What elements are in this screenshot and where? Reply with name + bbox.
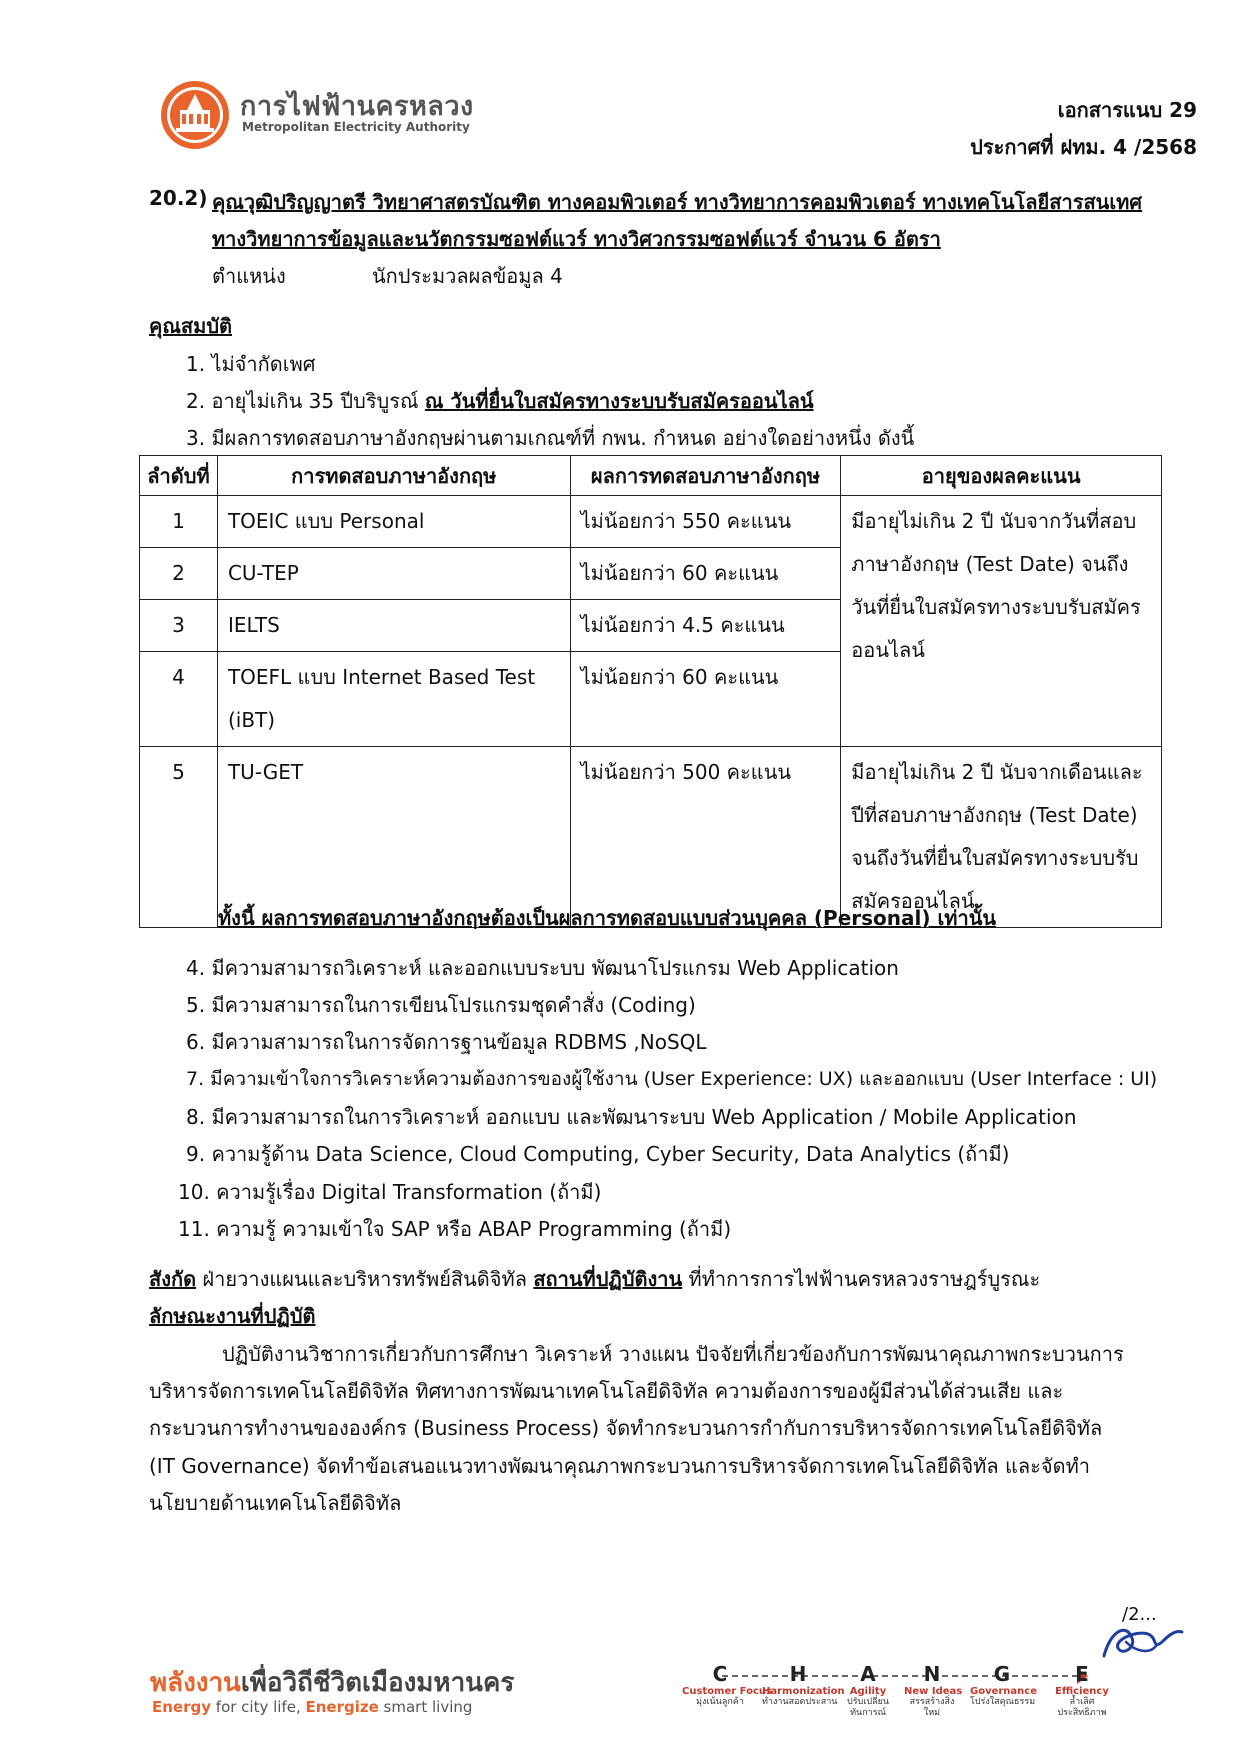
test-name: CU-TEP <box>217 548 570 600</box>
org-name-th: การไฟฟ้านครหลวง <box>240 91 474 122</box>
change-label-th: สรรสร้างสิ่งใหม่ <box>909 1697 955 1718</box>
change-label-th: ปรับเปลี่ยนทันการณ์ <box>847 1697 889 1718</box>
change-label-en: New Ideas <box>904 1686 963 1697</box>
signature-image <box>1096 1612 1186 1668</box>
work-location-value: ที่ทำการการไฟฟ้านครหลวงราษฎร์บูรณะ <box>682 1267 1041 1291</box>
slogan-thai-part2: เพื่อวิถีชีวิตเมืองมหานคร <box>240 1668 515 1698</box>
test-score: ไม่น้อยกว่า 4.5 คะแนน <box>570 600 841 652</box>
section-title-line1: คุณวุฒิปริญญาตรี วิทยาศาสตรบัณฑิต ทางคอมพิวเตอร์ ทางวิทยาการคอมพิวเตอร์ ทางเทคโนโลยีสารสนเทศ <box>212 190 1143 214</box>
row-number: 5 <box>140 747 218 928</box>
slogan-en-part3: Energize <box>305 1698 379 1716</box>
change-item-h <box>762 1662 845 1708</box>
next-page-marker: /2... <box>1122 1604 1157 1625</box>
change-label-en: Governance <box>970 1686 1038 1697</box>
english-test-note: ทั้งนี้ ผลการทดสอบภาษาอังกฤษต้องเป็นผลการทดสอบแบบส่วนบุคคล (Personal) เท่านั้น <box>218 906 997 930</box>
change-label-th: โปร่งใสคุณธรรม <box>970 1697 1036 1707</box>
test-name: TOEIC แบบ Personal <box>217 496 570 548</box>
org-name-en: Metropolitan Electricity Authority <box>242 120 470 134</box>
test-name: TU-GET <box>217 747 570 928</box>
row-number: 3 <box>140 600 218 652</box>
qualification-item-2-emphasis: ณ วันที่ยื่นใบสมัครทางระบบรับสมัครออนไลน์ <box>424 389 814 413</box>
test-score: ไม่น้อยกว่า 550 คะแนน <box>570 496 841 548</box>
row-number: 2 <box>140 548 218 600</box>
qualification-item-8: 8. มีความสามารถในการวิเคราะห์ ออกแบบ และพัฒนาระบบ Web Application / Mobile Application <box>186 1105 1077 1129</box>
qualification-item-3: 3. มีผลการทดสอบภาษาอังกฤษผ่านตามเกณฑ์ที่ กพน. กำหนด อย่างใดอย่างหนึ่ง ดังนี้ <box>186 426 915 450</box>
job-description-line: บริหารจัดการเทคโนโลยีดิจิทัล ทิศทางการพัฒนาเทคโนโลยีดิจิทัล ความต้องการของผู้มีส่วนได้ส่วนเสีย และ <box>149 1379 1064 1403</box>
position-label: ตำแหน่ง <box>212 264 286 288</box>
test-name: IELTS <box>217 600 570 652</box>
qualification-item-5: 5. มีความสามารถในการเขียนโปรแกรมชุดคำสั่ง (Coding) <box>186 993 696 1017</box>
change-letter: C <box>712 1662 728 1686</box>
change-label-th: ทำงานสอดประสาน <box>762 1697 838 1707</box>
change-item-n <box>904 1662 963 1719</box>
change-item-g <box>970 1662 1038 1708</box>
table-header: ผลการทดสอบภาษาอังกฤษ <box>570 456 841 496</box>
test-score: ไม่น้อยกว่า 60 คะแนน <box>570 652 841 747</box>
row-number: 1 <box>140 496 218 548</box>
change-item-c <box>682 1662 772 1708</box>
affiliation-line <box>149 1263 1040 1295</box>
job-description-line: กระบวนการทำงานขององค์กร (Business Process) จัดทำกระบวนการกำกับการบริหารจัดการเทคโนโลยีดิจิทัล <box>149 1416 1103 1440</box>
change-letter: N <box>923 1662 941 1686</box>
change-item-a <box>842 1662 894 1719</box>
qualification-item-2-text: 2. อายุไม่เกิน 35 ปีบริบูรณ์ <box>186 389 425 413</box>
work-location-label: สถานที่ปฏิบัติงาน <box>533 1267 683 1291</box>
change-item-e <box>1052 1662 1112 1719</box>
change-letter: H <box>789 1662 807 1686</box>
qualification-item-10: 10. ความรู้เรื่อง Digital Transformation (ถ้ามี) <box>178 1180 602 1204</box>
announcement-number: ประกาศที่ ฝทม. 4 /2568 <box>970 135 1197 159</box>
slogan-thai-part1: พลังงาน <box>150 1668 241 1698</box>
change-label-th: ล้ำเลิศประสิทธิภาพ <box>1057 1697 1107 1718</box>
qualification-item-6: 6. มีความสามารถในการจัดการฐานข้อมูล RDBMS ,NoSQL <box>186 1030 707 1054</box>
slogan-english <box>152 1698 472 1716</box>
table-header: ลำดับที่ <box>140 456 218 496</box>
affiliation-label: สังกัด <box>149 1267 197 1291</box>
english-test-table <box>139 455 1162 928</box>
job-description-heading: ลักษณะงานที่ปฏิบัติ <box>149 1304 316 1328</box>
qualification-item-1: 1. ไม่จำกัดเพศ <box>186 352 316 376</box>
change-label-en: Customer Focus <box>682 1686 772 1697</box>
change-label-en: Efficiency <box>1055 1686 1109 1697</box>
slogan-en-part2: for city life, <box>211 1698 306 1716</box>
qualification-item-4: 4. มีความสามารถวิเคราะห์ และออกแบบระบบ พัฒนาโปรแกรม Web Application <box>186 956 899 980</box>
qualification-item-7: 7. มีความเข้าใจการวิเคราะห์ความต้องการของผู้ใช้งาน (User Experience: UX) และออกแบบ (User Interface : UI) <box>186 1068 1158 1090</box>
test-name: TOEFL แบบ Internet Based Test (iBT) <box>217 652 570 747</box>
table-header: การทดสอบภาษาอังกฤษ <box>217 456 570 496</box>
slogan-en-part4: smart living <box>378 1698 473 1716</box>
row-number: 4 <box>140 652 218 747</box>
score-validity: มีอายุไม่เกิน 2 ปี นับจากวันที่สอบภาษาอังกฤษ (Test Date) จนถึงวันที่ยื่นใบสมัครทางระบบรับสมัครออนไลน์ <box>841 496 1162 747</box>
change-values-bar <box>682 1662 1122 1748</box>
qualifications-heading: คุณสมบัติ <box>149 314 233 338</box>
change-label-en: Agility <box>849 1686 887 1697</box>
attachment-number: เอกสารแนบ 29 <box>1057 98 1197 122</box>
change-label-th: มุ่งเน้นลูกค้า <box>696 1697 744 1707</box>
table-row <box>140 496 1162 548</box>
change-letter: A <box>860 1662 876 1686</box>
qualification-item-9: 9. ความรู้ด้าน Data Science, Cloud Computing, Cyber Security, Data Analytics (ถ้ามี) <box>186 1142 1010 1166</box>
change-letter: G <box>993 1662 1011 1686</box>
table-row <box>140 747 1162 928</box>
table-header-row <box>140 456 1162 496</box>
test-score: ไม่น้อยกว่า 60 คะแนน <box>570 548 841 600</box>
qualification-item-11: 11. ความรู้ ความเข้าใจ SAP หรือ ABAP Programming (ถ้ามี) <box>178 1217 732 1241</box>
change-letter: E <box>1075 1662 1089 1686</box>
slogan-en-part1: Energy <box>152 1698 212 1716</box>
position-value: นักประมวลผลข้อมูล 4 <box>372 264 563 288</box>
mea-logo <box>160 80 230 150</box>
job-description-line: ปฏิบัติงานวิชาการเกี่ยวกับการศึกษา วิเคราะห์ วางแผน ปัจจัยที่เกี่ยวข้องกับการพัฒนาคุณภาพกระบวนการ <box>222 1342 1124 1366</box>
slogan-thai <box>150 1662 514 1703</box>
test-score: ไม่น้อยกว่า 500 คะแนน <box>570 747 841 928</box>
job-description-line: นโยบายด้านเทคโนโลยีดิจิทัล <box>149 1491 402 1515</box>
document-reference <box>970 92 1197 166</box>
change-label-en: Harmonization <box>762 1686 845 1697</box>
section-number: 20.2) <box>149 186 208 210</box>
affiliation-value: ฝ่ายวางแผนและบริหารทรัพย์สินดิจิทัล <box>196 1267 534 1291</box>
qualification-item-2 <box>186 385 814 417</box>
score-validity: มีอายุไม่เกิน 2 ปี นับจากเดือนและปีที่สอบภาษาอังกฤษ (Test Date) จนถึงวันที่ยื่นใบสมัครทางระบบรับสมัครออนไลน์ <box>841 747 1162 928</box>
section-title-line2: ทางวิทยาการข้อมูลและนวัตกรรมซอฟต์แวร์ ทางวิศวกรรมซอฟต์แวร์ จำนวน 6 อัตรา <box>212 227 941 251</box>
job-description-line: (IT Governance) จัดทำข้อเสนอแนวทางพัฒนาคุณภาพกระบวนการบริหารจัดการเทคโนโลยีดิจิทัล และจัดทำ <box>149 1454 1090 1478</box>
table-header: อายุของผลคะแนน <box>841 456 1162 496</box>
